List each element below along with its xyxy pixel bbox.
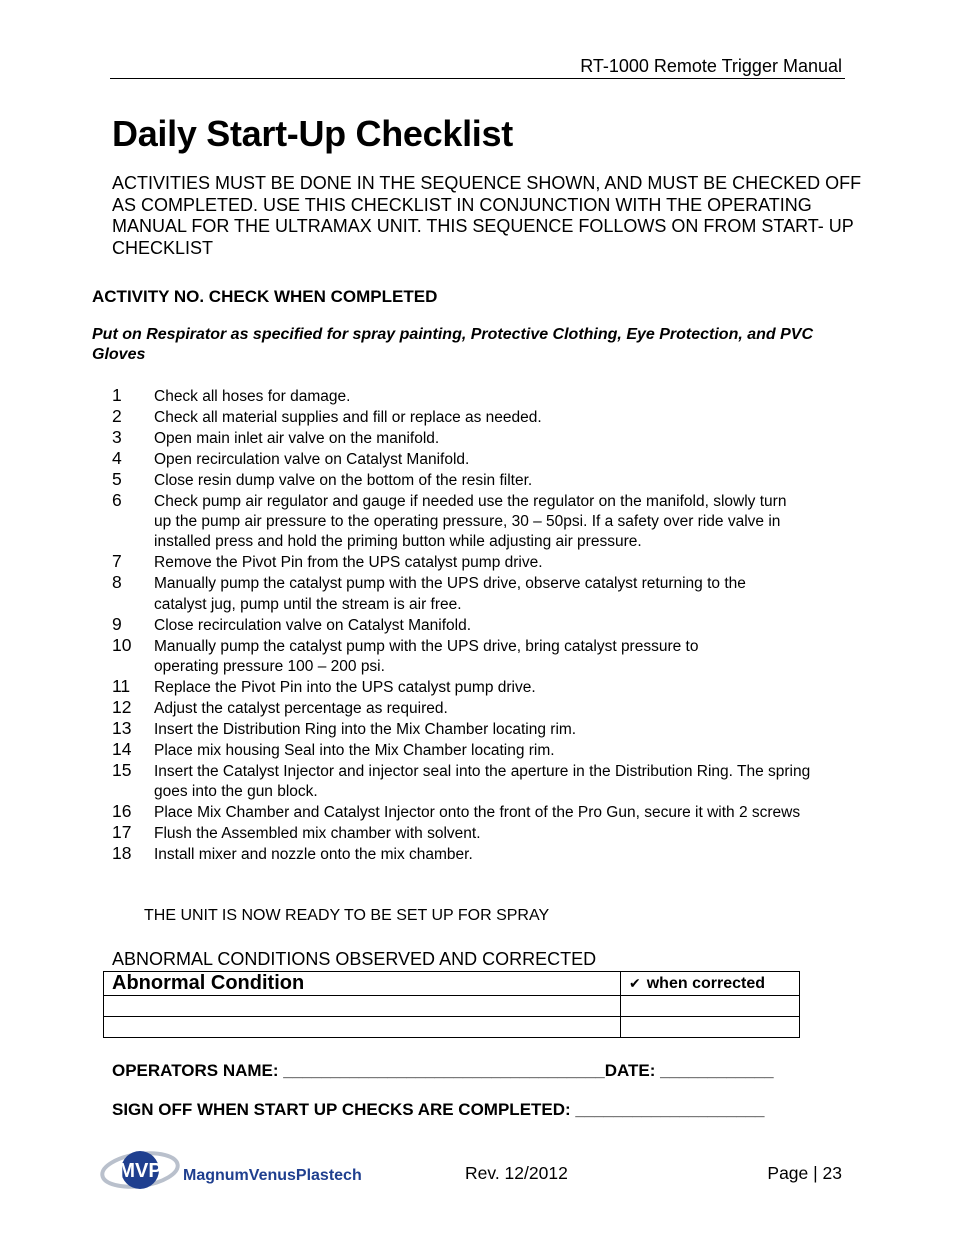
step-text: Check all hoses for damage. (154, 388, 351, 405)
company-logo (100, 1146, 390, 1202)
checklist-steps (112, 387, 902, 866)
operator-name-date-line[interactable]: OPERATORS NAME: __________________________________DATE: ____________ (112, 1061, 774, 1080)
checklist-step (112, 471, 902, 491)
step-text: Remove the Pivot Pin from the UPS catalyst pump drive. (154, 554, 543, 572)
table-header-row (104, 972, 800, 996)
table-row (104, 1017, 800, 1038)
checklist-step (112, 492, 902, 553)
step-number: 5 (112, 469, 122, 489)
step-text: Place Mix Chamber and Catalyst Injector onto the front of the Pro Gun, secure it with 2 screws (154, 804, 801, 822)
checklist-step (112, 613, 902, 636)
step-number: 14 (112, 738, 132, 759)
step-number: 6 (112, 490, 122, 510)
step-number: 11 (112, 675, 131, 696)
step-number: 18 (112, 843, 132, 864)
revision-date: Rev. 12/2012 (465, 1163, 568, 1183)
step-number: 8 (112, 572, 122, 593)
checkmark-icon: ✔ (629, 974, 641, 991)
header-rule (110, 78, 845, 79)
abnormal-condition-cell[interactable] (104, 996, 621, 1017)
checklist-step (112, 717, 902, 740)
step-number: 2 (112, 406, 122, 426)
page-title: Daily Start-Up Checklist (112, 113, 513, 154)
step-number: 10 (112, 634, 132, 655)
step-number: 1 (112, 385, 122, 405)
checklist-step (112, 387, 902, 407)
step-number: 12 (112, 696, 132, 717)
mvp-logo-icon (100, 1146, 390, 1202)
checklist-step (112, 803, 902, 823)
step-text: Insert the Catalyst Injector and injector seal into the aperture in the Distribution Ring. The spring goes into the gun block. (154, 762, 811, 801)
corrected-check-cell[interactable] (621, 996, 800, 1017)
checklist-step (112, 696, 902, 719)
step-text: Insert the Distribution Ring into the Mix Chamber locating rim. (154, 720, 577, 738)
step-text: Open main inlet air valve on the manifold. (154, 430, 440, 447)
corrected-check-cell[interactable] (621, 1017, 800, 1038)
step-text: Check all material supplies and fill or replace as needed. (154, 409, 542, 426)
checklist-step (112, 634, 902, 677)
checklist-step (112, 738, 902, 761)
checklist-step (112, 553, 902, 573)
step-number: 15 (112, 759, 132, 780)
step-number: 7 (112, 551, 122, 572)
signoff-line[interactable]: SIGN OFF WHEN START UP CHECKS ARE COMPLETED: ____________________ (112, 1100, 765, 1119)
logo-mark-text: MVP (118, 1160, 162, 1182)
step-text: Close recirculation valve on Catalyst Manifold. (154, 616, 472, 634)
step-text: Manually pump the catalyst pump with the UPS drive, observe catalyst returning to the catalyst jug, pump until the stream is air free. (154, 575, 746, 613)
abnormal-heading: ABNORMAL CONDITIONS OBSERVED AND CORRECTED (112, 949, 597, 969)
step-number: 13 (112, 717, 132, 738)
step-text: Adjust the catalyst percentage as required. (154, 699, 448, 717)
step-number: 17 (112, 822, 132, 843)
checklist-step (112, 759, 902, 802)
checklist-step (112, 408, 902, 428)
abnormal-condition-header: Abnormal Condition (104, 972, 621, 996)
step-number: 4 (112, 448, 122, 468)
checklist-step (112, 845, 902, 865)
step-text: Place mix housing Seal into the Mix Chamber locating rim. (154, 741, 555, 759)
table-row (104, 996, 800, 1017)
ppe-note: Put on Respirator as specified for spray painting, Protective Clothing, Eye Protection, and PVC Gloves (92, 326, 814, 363)
step-text: Replace the Pivot Pin into the UPS catalyst pump drive. (154, 678, 536, 696)
intro-paragraph: ACTIVITIES MUST BE DONE IN THE SEQUENCE SHOWN, AND MUST BE CHECKED OFF AS COMPLETED. USE THIS CHECKLIST IN CONJUNCTION WITH THE OPERATING MANUAL FOR THE ULTRAMAX UNIT. THIS SEQUENCE FOLLOWS ON FROM START- UP CHECKLIST (112, 173, 862, 258)
checklist-step (112, 675, 902, 698)
ready-message: THE UNIT IS NOW READY TO BE SET UP FOR SPRAY (144, 907, 550, 924)
step-text: Close resin dump valve on the bottom of the resin filter. (154, 472, 533, 489)
step-number: 16 (112, 801, 132, 822)
activity-heading: ACTIVITY NO. CHECK WHEN COMPLETED (92, 287, 438, 306)
manual-title: RT-1000 Remote Trigger Manual (580, 56, 842, 76)
step-text: Manually pump the catalyst pump with the UPS drive, bring catalyst pressure to operating pressure 100 – 200 psi. (154, 637, 699, 675)
company-name: MagnumVenusPlastech (183, 1167, 362, 1184)
abnormal-condition-cell[interactable] (104, 1017, 621, 1038)
page-number: Page | 23 (767, 1163, 842, 1183)
step-number: 9 (112, 613, 122, 634)
step-text: Install mixer and nozzle onto the mix chamber. (154, 846, 473, 864)
step-number: 3 (112, 427, 122, 447)
when-corrected-label: when corrected (646, 974, 765, 992)
step-text: Check pump air regulator and gauge if needed use the regulator on the manifold, slowly turn up the pump air pressure to the operating pressure, 30 – 50psi. If a safety over ride valve in installed press and hold the priming button while adjusting air pressure. (154, 493, 787, 551)
checklist-step (112, 824, 902, 844)
checklist-step (112, 574, 902, 614)
checklist-step (112, 450, 902, 470)
checklist-step (112, 429, 902, 449)
abnormal-conditions-table (103, 971, 800, 1038)
when-corrected-header (621, 972, 800, 996)
step-text: Flush the Assembled mix chamber with solvent. (154, 825, 481, 843)
step-text: Open recirculation valve on Catalyst Manifold. (154, 451, 470, 468)
